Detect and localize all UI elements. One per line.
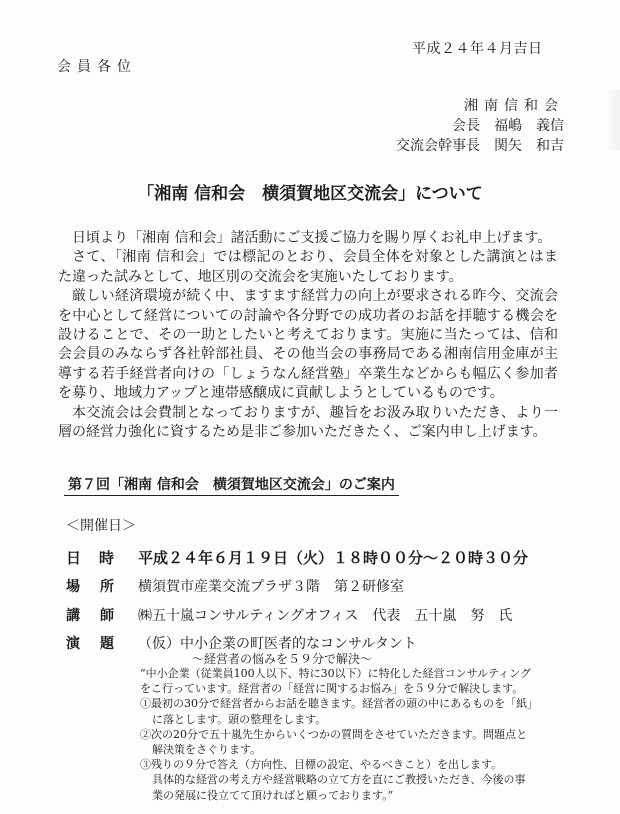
row-topic-value: （仮）中小企業の町医者的なコンサルタント [138, 636, 417, 652]
detail-line: ①最初の30分で経営者からお話を聴きます。経営者の頭の中にあるものを「紙」 [140, 697, 539, 711]
sender-block [396, 96, 564, 156]
row-lecturer [66, 605, 512, 625]
issue-date: 平成２４年４月吉日 [412, 41, 543, 57]
document-title: 「湘南 信和会 横須賀地区交流会」について [137, 184, 483, 204]
detail-line: ②次の20分で五十嵐先生からいくつかの質問をさせていただきます。問題点と [140, 727, 528, 741]
scan-edge-shadow [606, 90, 620, 150]
body-paragraph-intro: さて、「湘南 信和会」では標記のとおり、会員全体を対象とした講演とはまた違った試みとして、地区別の交流会を実施いたしております。 [58, 249, 558, 285]
detail-line: 業の発展に役立てて頂ければと願っております。” [152, 788, 394, 802]
row-datetime-value: 平成２４年６月１９日（火）１８時００分～２０時３０分 [138, 549, 529, 567]
detail-line: に落とします。頭の整理をします。 [152, 712, 327, 726]
sender-organization: 湘南信和会 [464, 98, 564, 114]
detail-line: ③残りの９分で答え（方向性、目標の設定、やるべきこと）を出します。 [140, 758, 503, 772]
row-datetime-label: 日 時 [66, 549, 114, 567]
body-paragraph-invitation: 本交流会は会費制となっておりますが、趣旨をお汲み取りいただき、より一層の経営力強化に資するため是非ご参加いただきたく、ご案内申し上げます。 [58, 404, 558, 441]
event-date-label: ＜開催日＞ [66, 518, 136, 534]
body-text [58, 229, 558, 442]
body-paragraph-greeting: 日頃より「湘南 信和会」諸活動にご支援ご協力を賜り厚くお礼申上げます。 [72, 230, 552, 246]
body-paragraph-purpose: 厳しい経済環境が続く中、ますます経営力の向上が要求される昨今、交流会を中心として経営についての討論や各分野での成功者のお話を拝聴する機会を設けることで、その一助としたいと考えております。実施に当たっては、信和会会員のみならず各社幹部社員、その他当会の事務局である湘南信用金庫が主導する若手経営者向けの「しょうなん経営塾」卒業生などからも幅広く参加者を募り、地域力アップと連帯感醸成に貢献しようとしているものです。 [58, 288, 558, 402]
row-lecturer-label: 講 師 [66, 608, 114, 624]
addressee: 会員各位 [57, 59, 137, 75]
detail-line: をこ行っています。経営者の「経営に関するお悩み」を５９分で解決します。 [140, 682, 524, 696]
detail-line: 具体的な経営の考え方や経営戦略の立て方を直にご教授いただき、今後の事 [152, 773, 526, 787]
row-venue-value: 横須賀市産業交流プラザ３階 第２研修室 [138, 579, 404, 595]
detail-line: “中小企業（従業員100人以下、特に30以下）に特化した経営コンサルティング [140, 667, 531, 680]
row-topic-label: 演 題 [66, 636, 114, 652]
row-datetime [66, 547, 528, 568]
row-venue-label: 場 所 [66, 579, 114, 595]
detail-line: 解決策をさぐります。 [152, 743, 262, 757]
row-venue [66, 576, 404, 596]
topic-detail [140, 666, 550, 803]
sender-chairman: 会長 福嶋 義信 [452, 118, 564, 134]
row-lecturer-value: ㈱五十嵐コンサルティングオフィス 代表 五十嵐 努 氏 [138, 608, 513, 624]
sender-secretary: 交流会幹事長 関矢 和吉 [396, 138, 564, 154]
section-heading: 第７回「湘南 信和会 横須賀地区交流会」のご案内 [64, 474, 399, 496]
topic-subtitle: ～経営者の悩みを５９分で解決～ [192, 652, 373, 666]
